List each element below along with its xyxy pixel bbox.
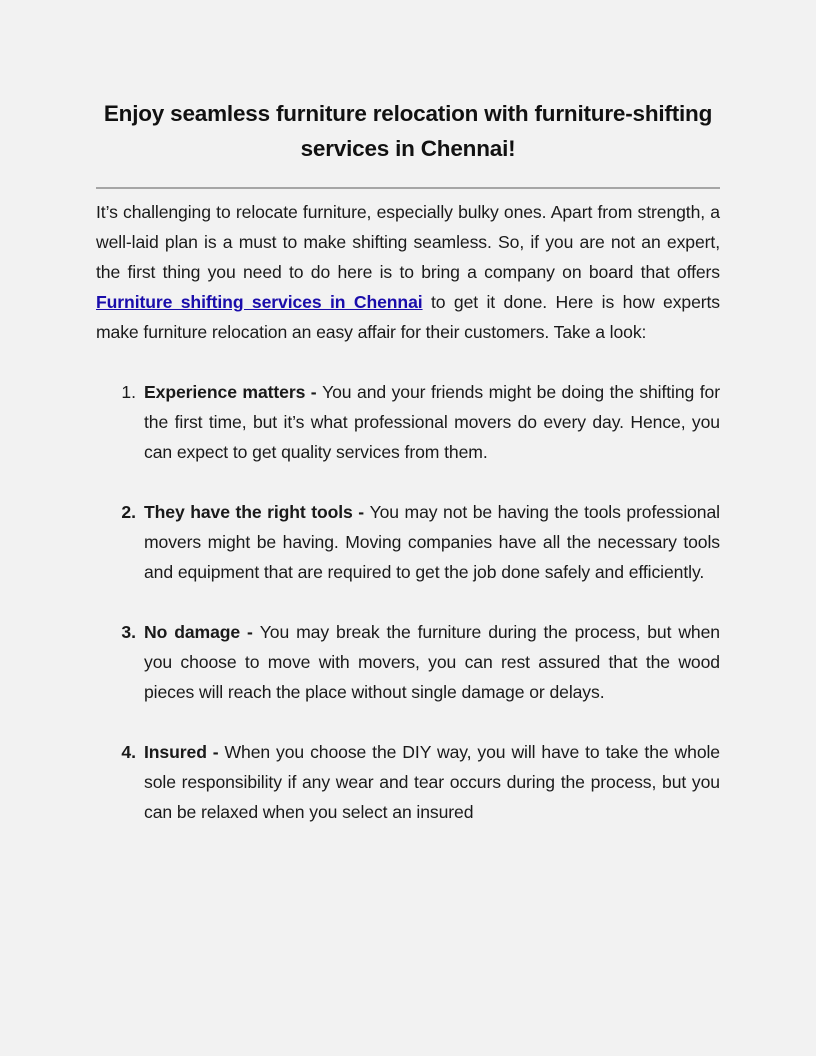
list-item-text bbox=[144, 497, 720, 587]
list-item-number: 4. bbox=[121, 742, 136, 762]
list-item-number: 1. bbox=[121, 382, 136, 402]
title-divider bbox=[96, 187, 720, 189]
list-item-text bbox=[144, 377, 720, 467]
document-page bbox=[96, 96, 720, 857]
list-item-heading: They have the right tools - bbox=[144, 502, 370, 522]
list-item-number: 2. bbox=[121, 502, 136, 522]
list-item bbox=[96, 377, 720, 467]
benefits-list bbox=[96, 377, 720, 827]
list-item-heading: Experience matters - bbox=[144, 382, 323, 402]
list-item-body: You may not be having the tools professional movers might be having. Moving companies have all the necessary tools and equipment that are required to get the job done safely and efficiently. bbox=[144, 502, 720, 582]
list-item-heading: Insured - bbox=[144, 742, 225, 762]
list-item bbox=[96, 617, 720, 707]
list-item bbox=[96, 737, 720, 827]
list-item-text bbox=[144, 617, 720, 707]
list-item-number: 3. bbox=[121, 622, 136, 642]
list-item-body: When you choose the DIY way, you will have to take the whole sole responsibility if any wear and tear occurs during the process, but you can be relaxed when you select an insured bbox=[144, 742, 720, 822]
list-item-body: You may break the furniture during the process, but when you choose to move with movers, you can rest assured that the wood pieces will reach the place without single damage or delays. bbox=[144, 622, 720, 702]
intro-text-before-link: It’s challenging to relocate furniture, especially bulky ones. Apart from strength, a well-laid plan is a must to make shifting seamless. So, if you are not an expert, the first thing you need to do here is to bring a company on board that offers bbox=[96, 202, 720, 282]
list-item bbox=[96, 497, 720, 587]
list-item-body: You and your friends might be doing the shifting for the first time, but it’s what professional movers do every day. Hence, you can expect to get quality services from them. bbox=[144, 382, 720, 462]
list-item-text bbox=[144, 737, 720, 827]
intro-paragraph bbox=[96, 197, 720, 347]
list-item-heading: No damage - bbox=[144, 622, 260, 642]
intro-text-after-link: to get it done. Here is how experts make furniture relocation an easy affair for their customers. Take a look: bbox=[96, 292, 720, 342]
furniture-shifting-services-link[interactable]: Furniture shifting services in Chennai bbox=[96, 292, 423, 312]
page-title: Enjoy seamless furniture relocation with furniture-shifting services in Chennai! bbox=[103, 101, 713, 161]
